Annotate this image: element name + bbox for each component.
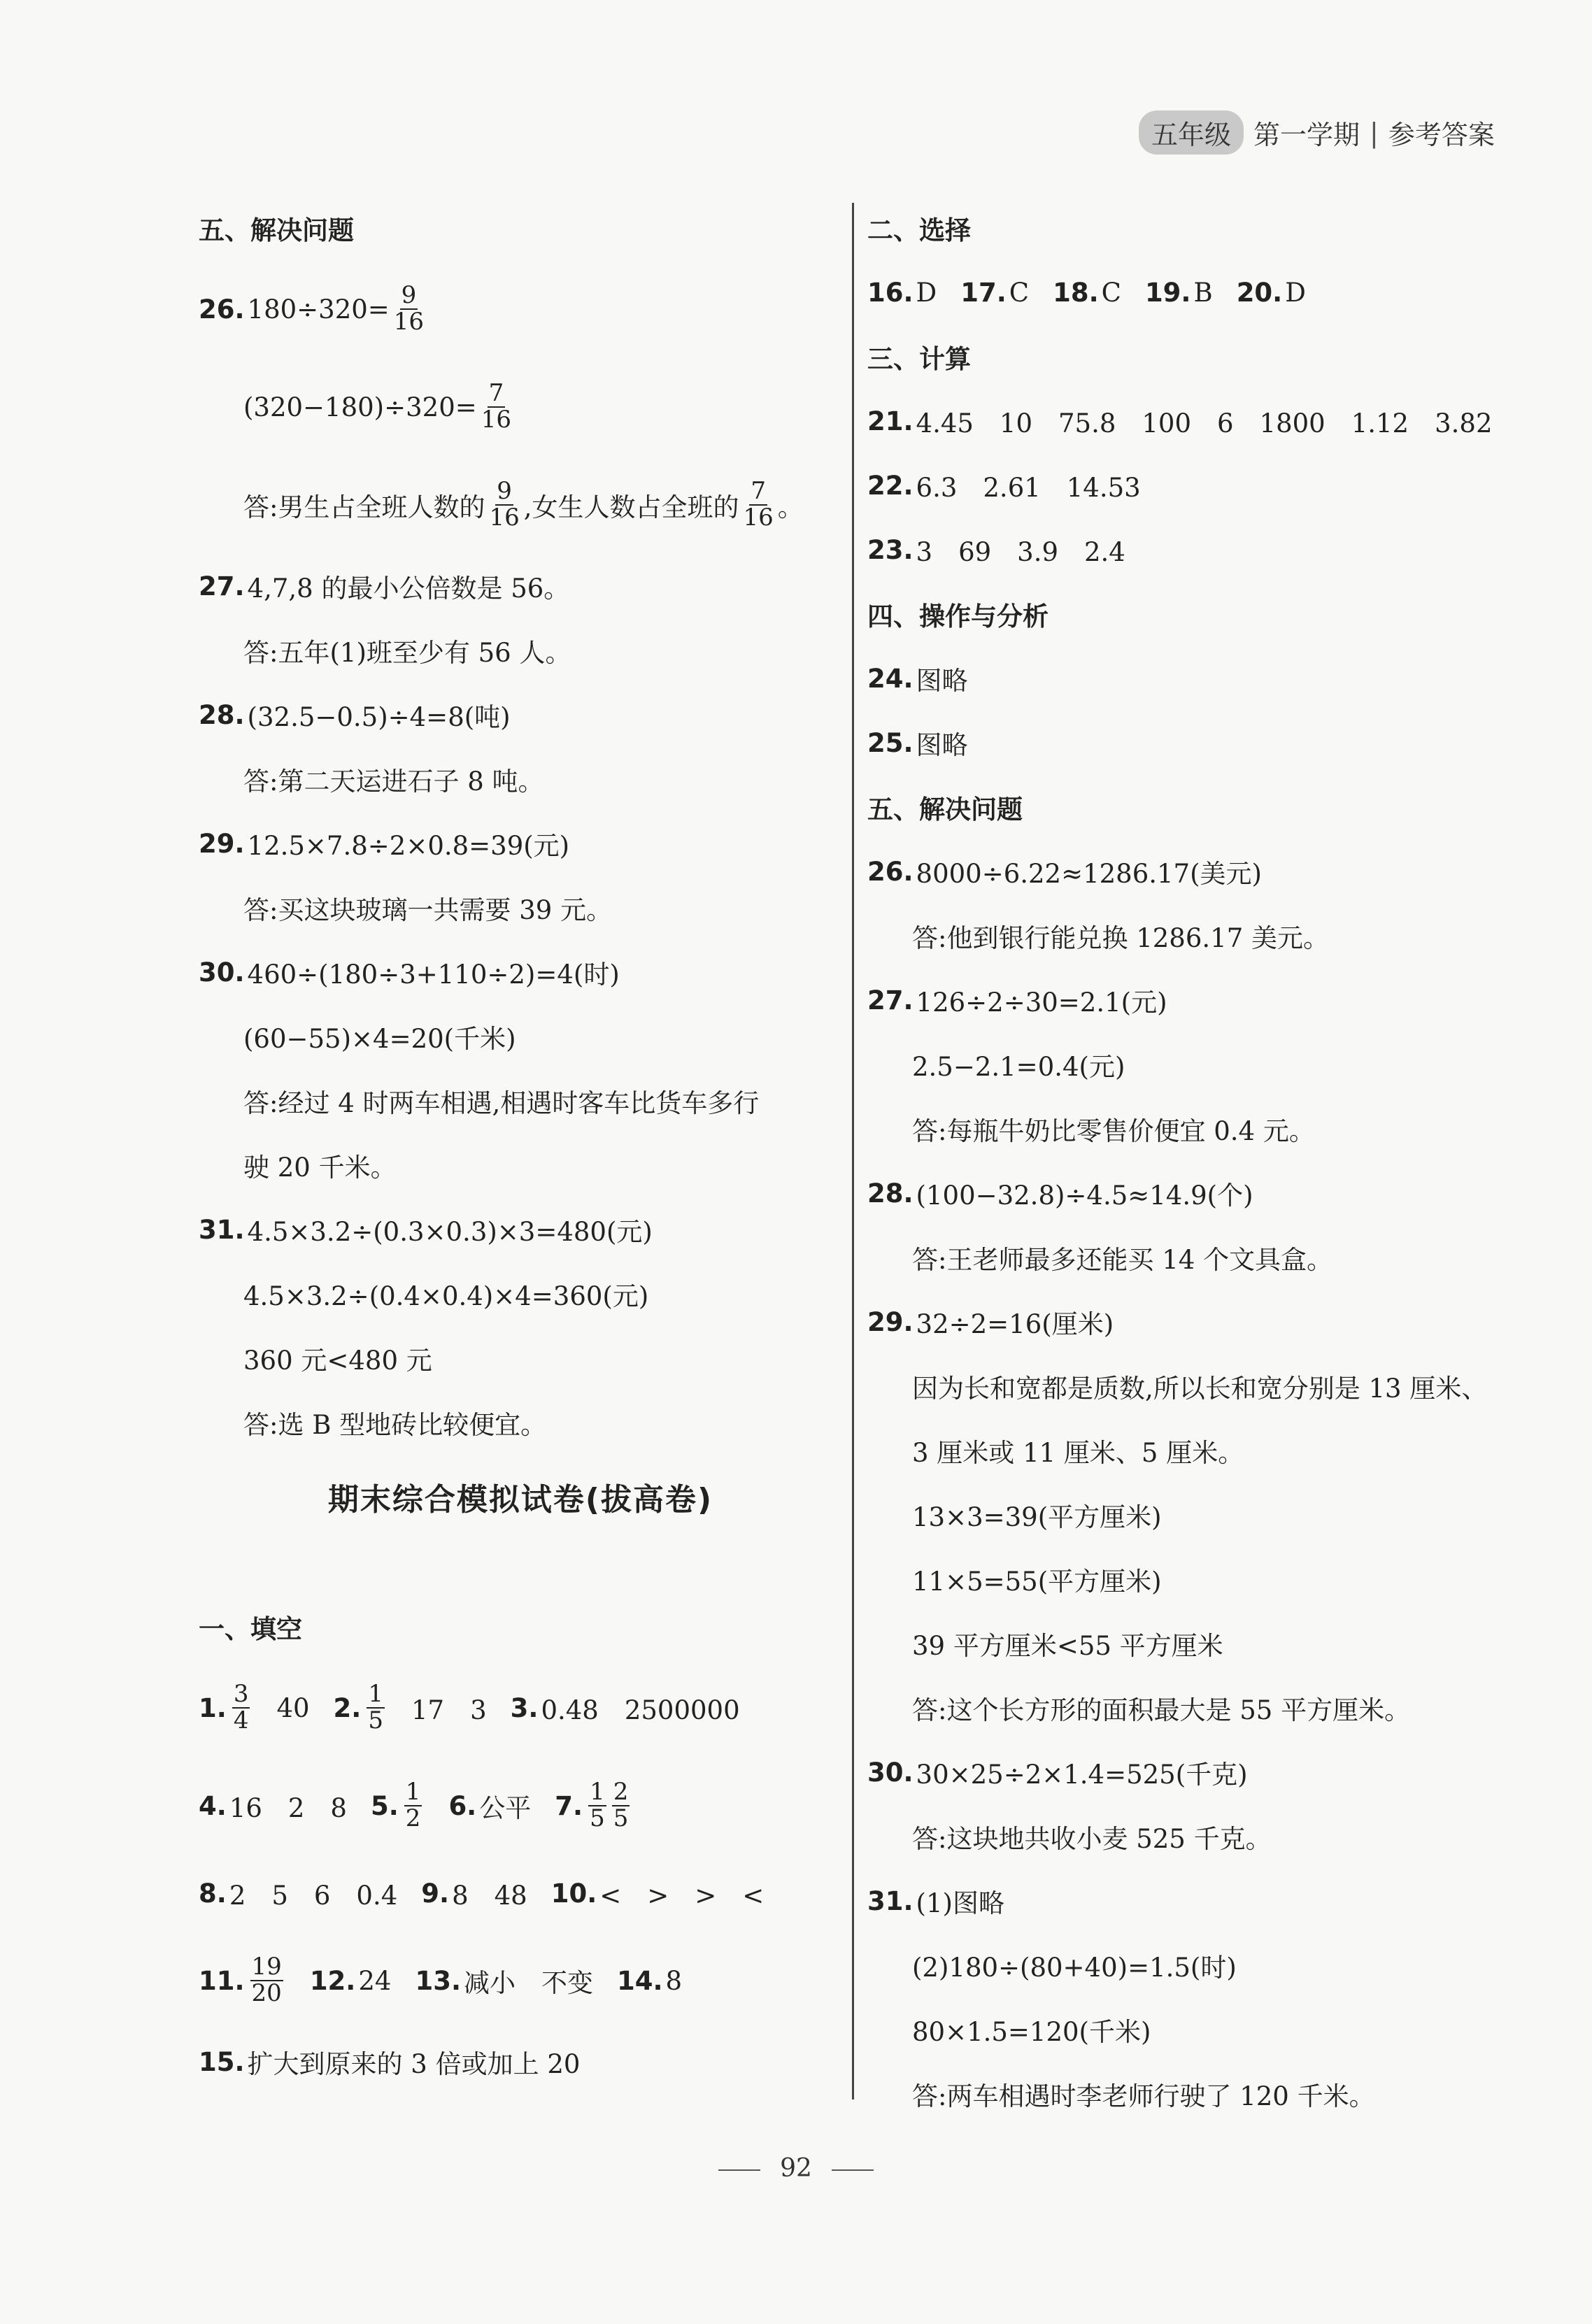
answer-line: 答:五年(1)班至少有 56 人。 bbox=[243, 638, 571, 668]
question-number: 7. bbox=[555, 1790, 583, 1821]
section-heading: 一、填空 bbox=[199, 1614, 302, 1644]
answer-text: 扩大到原来的 3 倍或加上 20 bbox=[247, 2049, 581, 2079]
question-number: 31. bbox=[867, 1885, 914, 1916]
question-number: 1. bbox=[199, 1692, 227, 1723]
answer-text: (32.5−0.5)÷4=8(吨) bbox=[247, 702, 511, 732]
question-number: 3. bbox=[510, 1692, 539, 1723]
numerator: 19 bbox=[251, 1953, 282, 1981]
denominator: 5 bbox=[368, 1706, 383, 1734]
numerator: 3 bbox=[233, 1680, 249, 1709]
left-column bbox=[199, 196, 842, 2094]
fraction bbox=[588, 1780, 606, 1831]
answer-31 bbox=[199, 1197, 842, 1262]
question-number: 9. bbox=[421, 1878, 450, 1909]
question-number: 4. bbox=[199, 1790, 227, 1821]
numerator: 7 bbox=[751, 477, 766, 506]
page-number-text: 92 bbox=[780, 2154, 812, 2183]
question-number: 30. bbox=[199, 957, 245, 988]
fraction bbox=[612, 1780, 630, 1831]
question-number: 10. bbox=[550, 1878, 597, 1909]
answer-25 bbox=[867, 711, 1539, 775]
answer-30 bbox=[867, 1740, 1539, 1804]
answer-text: 2 5 6 0.4 bbox=[229, 1881, 398, 1911]
answer-text: 8000÷6.22≈1286.17(美元) bbox=[916, 859, 1262, 889]
answer-text: 24 bbox=[358, 1965, 392, 1996]
fill-row-5 bbox=[199, 2030, 842, 2094]
section-heading: 四、操作与分析 bbox=[867, 601, 1049, 632]
term-label: 第一学期 bbox=[1253, 120, 1360, 150]
grade-badge: 五年级 bbox=[1139, 111, 1244, 155]
answer-text: 32÷2=16(厘米) bbox=[916, 1309, 1114, 1339]
question-number: 2. bbox=[333, 1692, 362, 1723]
question-number: 24. bbox=[867, 663, 914, 694]
question-number: 16. bbox=[867, 277, 914, 308]
answer-text: 460÷(180÷3+110÷2)=4(时) bbox=[247, 960, 620, 990]
answer-line: 答:第二天运进石子 8 吨。 bbox=[243, 767, 544, 797]
answer-line bbox=[199, 358, 842, 456]
answer-text: (320−180)÷320= bbox=[243, 392, 477, 422]
section-heading: 二、选择 bbox=[867, 215, 971, 245]
choice-answers bbox=[867, 260, 1539, 325]
answer-line: 因为长和宽都是质数,所以长和宽分别是 13 厘米、 bbox=[912, 1374, 1488, 1404]
section-heading: 五、解决问题 bbox=[199, 215, 354, 245]
answer-line: 2.5−2.1=0.4(元) bbox=[912, 1052, 1125, 1082]
fill-row-3 bbox=[199, 1855, 842, 1932]
answer-29 bbox=[199, 811, 842, 876]
answer-text: (1)图略 bbox=[916, 1888, 1004, 1918]
denominator: 20 bbox=[251, 1979, 282, 2007]
answer-line: 13×3=39(平方厘米) bbox=[912, 1502, 1162, 1532]
header-title: 参考答案 bbox=[1388, 120, 1495, 150]
numerator: 7 bbox=[488, 379, 504, 408]
answer-text: 减小 不变 bbox=[464, 1968, 593, 1998]
answer-23 bbox=[867, 518, 1539, 582]
answer-text: 16 2 8 bbox=[229, 1793, 347, 1823]
answer-22 bbox=[867, 453, 1539, 518]
answer-line: 39 平方厘米<55 平方厘米 bbox=[912, 1631, 1223, 1661]
fraction bbox=[404, 1780, 422, 1831]
answer-line: 80×1.5=120(千米) bbox=[912, 2017, 1151, 2047]
question-number: 21. bbox=[867, 406, 914, 436]
numerator: 9 bbox=[401, 281, 417, 310]
fill-row-4 bbox=[199, 1932, 842, 2030]
answer-26 bbox=[867, 839, 1539, 904]
answer-line bbox=[199, 456, 842, 554]
question-number: 11. bbox=[199, 1965, 245, 1996]
answer-text: (100−32.8)÷4.5≈14.9(个) bbox=[916, 1181, 1253, 1211]
question-number: 14. bbox=[617, 1965, 663, 1996]
answer-27 bbox=[199, 554, 842, 618]
answer-text: < > > < bbox=[599, 1881, 765, 1911]
answer-31 bbox=[867, 1869, 1539, 1933]
denominator: 16 bbox=[393, 308, 425, 336]
numerator: 1 bbox=[590, 1778, 605, 1806]
answer-line: 360 元<480 元 bbox=[243, 1346, 432, 1376]
answer-text: 12.5×7.8÷2×0.8=39(元) bbox=[247, 831, 570, 861]
fraction bbox=[367, 1682, 385, 1733]
denominator: 16 bbox=[743, 504, 774, 532]
page-number bbox=[0, 2154, 1592, 2183]
answer-line: 答:每瓶牛奶比零售价便宜 0.4 元。 bbox=[912, 1116, 1315, 1146]
answer-text: 6.3 2.61 14.53 bbox=[916, 473, 1141, 503]
question-number: 26. bbox=[867, 856, 914, 887]
answer-text: 图略 bbox=[916, 666, 968, 696]
answer-text: 40 bbox=[276, 1692, 310, 1723]
answer-28 bbox=[199, 683, 842, 747]
fill-row-1 bbox=[199, 1659, 842, 1757]
answer-line: 答:经过 4 时两车相遇,相遇时客车比货车多行 bbox=[243, 1088, 760, 1118]
answer-text: 8 48 bbox=[452, 1881, 527, 1911]
question-number: 15. bbox=[199, 2046, 245, 2077]
answer-line: 3 厘米或 11 厘米、5 厘米。 bbox=[912, 1438, 1244, 1468]
answer-text: ,女生人数占全班的 bbox=[523, 492, 739, 522]
answer-text: 4.5×3.2÷(0.3×0.3)×3=480(元) bbox=[247, 1217, 653, 1247]
answer-text: 180÷320= bbox=[247, 294, 390, 325]
exam-title: 期末综合模拟试卷(拔高卷) bbox=[327, 1482, 713, 1518]
section-heading: 五、解决问题 bbox=[867, 794, 1023, 825]
denominator: 2 bbox=[405, 1804, 421, 1832]
fraction bbox=[232, 1682, 250, 1733]
answer-24 bbox=[867, 646, 1539, 711]
denominator: 16 bbox=[489, 504, 520, 532]
fraction bbox=[742, 479, 775, 530]
question-number: 20. bbox=[1236, 277, 1283, 308]
answer-30 bbox=[199, 940, 842, 1004]
answer-26 bbox=[199, 260, 842, 358]
question-number: 29. bbox=[867, 1306, 914, 1337]
question-number: 27. bbox=[199, 571, 245, 601]
question-number: 8. bbox=[199, 1878, 227, 1909]
denominator: 5 bbox=[613, 1804, 629, 1832]
answer-text: 图略 bbox=[916, 730, 968, 760]
column-divider bbox=[852, 203, 854, 2100]
denominator: 4 bbox=[233, 1706, 249, 1734]
numerator: 2 bbox=[613, 1778, 629, 1806]
answer-line: 11×5=55(平方厘米) bbox=[912, 1567, 1162, 1597]
answer-29 bbox=[867, 1290, 1539, 1354]
answer-line: 答:选 B 型地砖比较便宜。 bbox=[243, 1410, 547, 1440]
question-number: 23. bbox=[867, 534, 914, 565]
numerator: 1 bbox=[368, 1680, 383, 1709]
question-number: 6. bbox=[448, 1790, 477, 1821]
answer-27 bbox=[867, 968, 1539, 1032]
answer-text: 。 bbox=[777, 492, 804, 522]
question-number: 25. bbox=[867, 727, 914, 758]
numerator: 1 bbox=[405, 1778, 421, 1806]
question-number: 17. bbox=[960, 277, 1007, 308]
answer-line: 答:王老师最多还能买 14 个文具盒。 bbox=[912, 1245, 1333, 1275]
page-number-dash bbox=[718, 2169, 760, 2171]
question-number: 26. bbox=[199, 294, 245, 325]
question-number: 28. bbox=[867, 1178, 914, 1209]
answer-text: 3 69 3.9 2.4 bbox=[916, 537, 1125, 567]
question-number: 13. bbox=[415, 1965, 461, 1996]
question-number: 22. bbox=[867, 470, 914, 501]
page-number-dash bbox=[832, 2169, 874, 2171]
answer-text: 4.45 10 75.8 100 6 1800 1.12 3.82 bbox=[916, 408, 1493, 439]
answer-line: 答:买这块玻璃一共需要 39 元。 bbox=[243, 895, 613, 925]
question-number: 28. bbox=[199, 699, 245, 730]
answer-text: D bbox=[1285, 277, 1306, 308]
spacer bbox=[199, 1539, 842, 1595]
answer-text: B bbox=[1193, 277, 1213, 308]
question-number: 30. bbox=[867, 1757, 914, 1788]
answer-21 bbox=[867, 389, 1539, 453]
answer-text: D bbox=[916, 277, 937, 308]
page-header bbox=[1139, 111, 1495, 155]
answer-text: 30×25÷2×1.4=525(千克) bbox=[916, 1760, 1248, 1790]
numerator: 9 bbox=[497, 477, 512, 506]
answer-text: 答:男生占全班人数的 bbox=[243, 492, 485, 522]
answer-text: 8 bbox=[665, 1965, 683, 1996]
answer-line: (60−55)×4=20(千米) bbox=[243, 1024, 516, 1054]
answer-line: 4.5×3.2÷(0.4×0.4)×4=360(元) bbox=[243, 1281, 649, 1311]
answer-line: (2)180÷(80+40)=1.5(时) bbox=[912, 1953, 1237, 1983]
answer-line: 答:这块地共收小麦 525 千克。 bbox=[912, 1824, 1272, 1854]
question-number: 12. bbox=[309, 1965, 356, 1996]
right-column bbox=[867, 196, 1539, 2126]
answer-text: C bbox=[1009, 277, 1030, 308]
fill-row-2 bbox=[199, 1757, 842, 1855]
answer-text: 4,7,8 的最小公倍数是 56。 bbox=[247, 573, 570, 604]
section-heading: 三、计算 bbox=[867, 344, 971, 374]
fraction bbox=[250, 1955, 283, 2006]
question-number: 19. bbox=[1144, 277, 1191, 308]
answer-28 bbox=[867, 1161, 1539, 1225]
denominator: 5 bbox=[590, 1804, 605, 1832]
answer-text: 公平 bbox=[479, 1793, 532, 1823]
fraction bbox=[488, 479, 520, 530]
question-number: 27. bbox=[867, 985, 914, 1015]
question-number: 29. bbox=[199, 828, 245, 859]
answer-text: 0.48 2500000 bbox=[541, 1695, 740, 1725]
answer-line: 答:他到银行能兑换 1286.17 美元。 bbox=[912, 923, 1329, 953]
answer-line: 答:这个长方形的面积最大是 55 平方厘米。 bbox=[912, 1695, 1411, 1725]
answer-line: 答:两车相遇时李老师行驶了 120 千米。 bbox=[912, 2081, 1375, 2111]
question-number: 18. bbox=[1053, 277, 1099, 308]
answer-line: 驶 20 千米。 bbox=[243, 1153, 397, 1183]
question-number: 31. bbox=[199, 1214, 245, 1245]
question-number: 5. bbox=[370, 1790, 399, 1821]
answer-text: 17 3 bbox=[411, 1695, 487, 1725]
fraction bbox=[392, 283, 425, 334]
fraction bbox=[480, 381, 513, 432]
answer-text: 126÷2÷30=2.1(元) bbox=[916, 988, 1167, 1018]
header-separator: | bbox=[1370, 117, 1379, 148]
answer-text: C bbox=[1101, 277, 1121, 308]
denominator: 16 bbox=[481, 406, 512, 434]
